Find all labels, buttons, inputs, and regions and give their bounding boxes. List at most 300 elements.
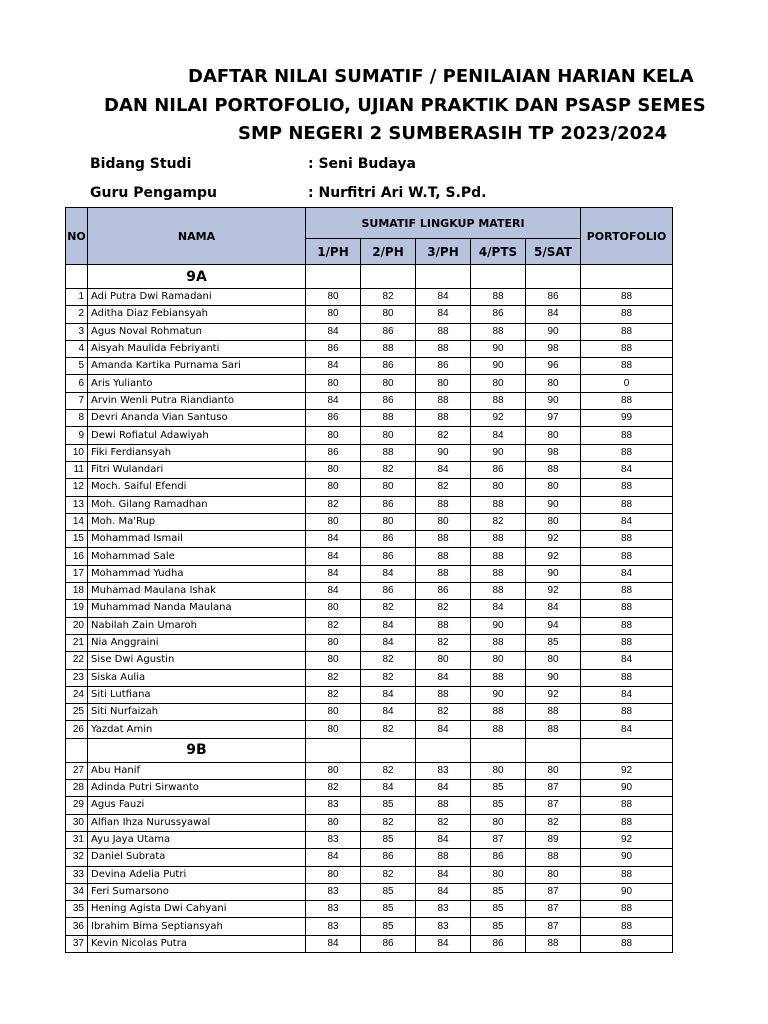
portfolio-cell: 88 bbox=[581, 548, 673, 565]
page-title-line-3: SMP NEGERI 2 SUMBERASIH TP 2023/2024 bbox=[238, 123, 668, 144]
score-cell: 82 bbox=[361, 721, 416, 738]
table-row bbox=[66, 375, 673, 392]
score-cell: 84 bbox=[416, 866, 471, 883]
portfolio-cell: 88 bbox=[581, 323, 673, 340]
table-row bbox=[66, 652, 673, 669]
table-row bbox=[66, 901, 673, 918]
teacher-value: : Nurfitri Ari W.T, S.Pd. bbox=[308, 185, 487, 201]
portfolio-cell: 84 bbox=[581, 461, 673, 478]
table-row bbox=[66, 762, 673, 779]
student-name: Moh. Ma'Rup bbox=[88, 513, 306, 530]
header-5-sat: 5/SAT bbox=[526, 239, 581, 265]
student-name: Dewi Rofiatul Adawiyah bbox=[88, 427, 306, 444]
portfolio-cell: 88 bbox=[581, 531, 673, 548]
table-row bbox=[66, 797, 673, 814]
row-number: 29 bbox=[66, 797, 88, 814]
header-portfolio: PORTOFOLIO bbox=[581, 208, 673, 265]
score-cell: 88 bbox=[471, 392, 526, 409]
score-cell: 80 bbox=[416, 513, 471, 530]
portfolio-cell: 88 bbox=[581, 617, 673, 634]
score-cell: 88 bbox=[416, 410, 471, 427]
table-row bbox=[66, 669, 673, 686]
student-name: Siska Aulia bbox=[88, 669, 306, 686]
score-cell: 85 bbox=[361, 883, 416, 900]
table-row bbox=[66, 583, 673, 600]
score-cell: 86 bbox=[361, 849, 416, 866]
score-cell: 80 bbox=[361, 479, 416, 496]
student-name: Siti Nurfaizah bbox=[88, 704, 306, 721]
score-cell: 84 bbox=[416, 461, 471, 478]
row-number: 36 bbox=[66, 918, 88, 935]
student-name: Nia Anggraini bbox=[88, 634, 306, 651]
score-cell: 88 bbox=[526, 704, 581, 721]
table-row bbox=[66, 814, 673, 831]
score-cell: 86 bbox=[471, 306, 526, 323]
score-cell: 88 bbox=[471, 634, 526, 651]
score-cell: 80 bbox=[306, 652, 361, 669]
student-name: Feri Sumarsono bbox=[88, 883, 306, 900]
student-name: Kevin Nicolas Putra bbox=[88, 935, 306, 952]
score-cell: 82 bbox=[416, 814, 471, 831]
score-cell: 83 bbox=[416, 918, 471, 935]
table-body bbox=[66, 265, 673, 953]
student-name: Muhammad Nanda Maulana bbox=[88, 600, 306, 617]
score-cell: 84 bbox=[526, 600, 581, 617]
score-cell: 92 bbox=[526, 548, 581, 565]
student-name: Fiki Ferdiansyah bbox=[88, 444, 306, 461]
table-row bbox=[66, 461, 673, 478]
score-cell: 88 bbox=[416, 849, 471, 866]
table-row bbox=[66, 849, 673, 866]
score-cell: 88 bbox=[471, 323, 526, 340]
score-cell: 80 bbox=[471, 814, 526, 831]
score-cell: 84 bbox=[361, 634, 416, 651]
score-cell: 88 bbox=[416, 686, 471, 703]
student-name: Moch. Saiful Efendi bbox=[88, 479, 306, 496]
score-cell: 82 bbox=[361, 669, 416, 686]
score-cell: 88 bbox=[416, 565, 471, 582]
portfolio-cell: 0 bbox=[581, 375, 673, 392]
portfolio-cell: 88 bbox=[581, 289, 673, 306]
class-section-row bbox=[66, 265, 673, 289]
score-cell: 84 bbox=[306, 583, 361, 600]
score-cell: 82 bbox=[361, 814, 416, 831]
score-cell: 86 bbox=[471, 935, 526, 952]
student-name: Muhamad Maulana Ishak bbox=[88, 583, 306, 600]
grades-table bbox=[65, 207, 673, 953]
score-cell: 88 bbox=[416, 797, 471, 814]
score-cell: 87 bbox=[526, 780, 581, 797]
student-name: Yazdat Amin bbox=[88, 721, 306, 738]
score-cell: 90 bbox=[471, 340, 526, 357]
score-cell: 80 bbox=[471, 866, 526, 883]
score-cell: 88 bbox=[526, 935, 581, 952]
student-name: Arvin Wenli Putra Riandianto bbox=[88, 392, 306, 409]
score-cell: 84 bbox=[361, 617, 416, 634]
student-name: Fitri Wulandari bbox=[88, 461, 306, 478]
score-cell: 80 bbox=[416, 375, 471, 392]
row-number: 4 bbox=[66, 340, 88, 357]
score-cell: 88 bbox=[361, 410, 416, 427]
section-empty-cell bbox=[66, 738, 88, 762]
row-number: 12 bbox=[66, 479, 88, 496]
student-name: Siti Lutfiana bbox=[88, 686, 306, 703]
score-cell: 82 bbox=[416, 479, 471, 496]
class-section-row bbox=[66, 738, 673, 762]
score-cell: 80 bbox=[306, 513, 361, 530]
class-section-label: 9B bbox=[88, 738, 306, 762]
score-cell: 80 bbox=[471, 652, 526, 669]
table-row bbox=[66, 634, 673, 651]
portfolio-cell: 92 bbox=[581, 831, 673, 848]
page-title-line-1: DAFTAR NILAI SUMATIF / PENILAIAN HARIAN KELA bbox=[188, 66, 694, 87]
section-empty-cell bbox=[581, 265, 673, 289]
row-number: 24 bbox=[66, 686, 88, 703]
student-name: Abu Hanif bbox=[88, 762, 306, 779]
score-cell: 80 bbox=[306, 704, 361, 721]
score-cell: 80 bbox=[306, 721, 361, 738]
table-row bbox=[66, 780, 673, 797]
student-name: Mohammad Yudha bbox=[88, 565, 306, 582]
score-cell: 84 bbox=[416, 721, 471, 738]
score-cell: 84 bbox=[471, 427, 526, 444]
score-cell: 82 bbox=[361, 762, 416, 779]
score-cell: 82 bbox=[416, 704, 471, 721]
score-cell: 84 bbox=[306, 358, 361, 375]
table-row bbox=[66, 531, 673, 548]
section-empty-cell bbox=[471, 265, 526, 289]
score-cell: 88 bbox=[471, 669, 526, 686]
portfolio-cell: 88 bbox=[581, 306, 673, 323]
portfolio-cell: 84 bbox=[581, 565, 673, 582]
score-cell: 84 bbox=[306, 935, 361, 952]
score-cell: 90 bbox=[471, 358, 526, 375]
score-cell: 87 bbox=[471, 831, 526, 848]
score-cell: 82 bbox=[306, 780, 361, 797]
score-cell: 80 bbox=[306, 306, 361, 323]
score-cell: 84 bbox=[416, 883, 471, 900]
score-cell: 84 bbox=[361, 565, 416, 582]
score-cell: 84 bbox=[306, 548, 361, 565]
score-cell: 80 bbox=[361, 513, 416, 530]
score-cell: 82 bbox=[306, 496, 361, 513]
score-cell: 80 bbox=[306, 762, 361, 779]
row-number: 25 bbox=[66, 704, 88, 721]
student-name: Ayu Jaya Utama bbox=[88, 831, 306, 848]
table-row bbox=[66, 565, 673, 582]
portfolio-cell: 88 bbox=[581, 479, 673, 496]
score-cell: 86 bbox=[361, 583, 416, 600]
score-cell: 98 bbox=[526, 444, 581, 461]
portfolio-cell: 88 bbox=[581, 901, 673, 918]
score-cell: 84 bbox=[306, 849, 361, 866]
header-name: NAMA bbox=[88, 208, 306, 265]
score-cell: 88 bbox=[416, 617, 471, 634]
score-cell: 85 bbox=[361, 831, 416, 848]
score-cell: 86 bbox=[416, 583, 471, 600]
score-cell: 82 bbox=[416, 427, 471, 444]
student-name: Moh. Gilang Ramadhan bbox=[88, 496, 306, 513]
score-cell: 85 bbox=[526, 634, 581, 651]
score-cell: 87 bbox=[526, 883, 581, 900]
score-cell: 92 bbox=[526, 531, 581, 548]
table-row bbox=[66, 496, 673, 513]
portfolio-cell: 84 bbox=[581, 513, 673, 530]
row-number: 3 bbox=[66, 323, 88, 340]
score-cell: 80 bbox=[361, 427, 416, 444]
row-number: 19 bbox=[66, 600, 88, 617]
row-number: 13 bbox=[66, 496, 88, 513]
student-name: Hening Agista Dwi Cahyani bbox=[88, 901, 306, 918]
score-cell: 84 bbox=[471, 600, 526, 617]
student-name: Agus Fauzi bbox=[88, 797, 306, 814]
score-cell: 86 bbox=[361, 323, 416, 340]
score-cell: 84 bbox=[306, 323, 361, 340]
section-empty-cell bbox=[361, 265, 416, 289]
student-name: Mohammad Ismail bbox=[88, 531, 306, 548]
portfolio-cell: 84 bbox=[581, 721, 673, 738]
portfolio-cell: 88 bbox=[581, 340, 673, 357]
score-cell: 90 bbox=[471, 444, 526, 461]
student-name: Sise Dwi Agustin bbox=[88, 652, 306, 669]
score-cell: 80 bbox=[526, 427, 581, 444]
portfolio-cell: 88 bbox=[581, 496, 673, 513]
row-number: 22 bbox=[66, 652, 88, 669]
table-row bbox=[66, 866, 673, 883]
table-row bbox=[66, 883, 673, 900]
score-cell: 84 bbox=[306, 392, 361, 409]
score-cell: 83 bbox=[306, 901, 361, 918]
row-number: 16 bbox=[66, 548, 88, 565]
row-number: 31 bbox=[66, 831, 88, 848]
score-cell: 86 bbox=[471, 461, 526, 478]
score-cell: 80 bbox=[416, 652, 471, 669]
score-cell: 84 bbox=[361, 704, 416, 721]
portfolio-cell: 88 bbox=[581, 427, 673, 444]
score-cell: 84 bbox=[416, 669, 471, 686]
student-name: Alfian Ihza Nurussyawal bbox=[88, 814, 306, 831]
header-row-top bbox=[66, 208, 673, 239]
section-empty-cell bbox=[526, 738, 581, 762]
score-cell: 92 bbox=[526, 583, 581, 600]
row-number: 11 bbox=[66, 461, 88, 478]
score-cell: 88 bbox=[471, 565, 526, 582]
row-number: 15 bbox=[66, 531, 88, 548]
table-row bbox=[66, 548, 673, 565]
score-cell: 98 bbox=[526, 340, 581, 357]
row-number: 23 bbox=[66, 669, 88, 686]
student-name: Aris Yulianto bbox=[88, 375, 306, 392]
score-cell: 80 bbox=[306, 427, 361, 444]
table-row bbox=[66, 831, 673, 848]
score-cell: 88 bbox=[471, 548, 526, 565]
score-cell: 80 bbox=[361, 306, 416, 323]
student-name: Daniel Subrata bbox=[88, 849, 306, 866]
student-name: Aisyah Maulida Febriyanti bbox=[88, 340, 306, 357]
student-name: Aditha Diaz Febiansyah bbox=[88, 306, 306, 323]
score-cell: 87 bbox=[526, 797, 581, 814]
table-row bbox=[66, 306, 673, 323]
score-cell: 80 bbox=[306, 634, 361, 651]
portfolio-cell: 90 bbox=[581, 780, 673, 797]
table-row bbox=[66, 721, 673, 738]
score-cell: 86 bbox=[526, 289, 581, 306]
portfolio-cell: 88 bbox=[581, 704, 673, 721]
portfolio-cell: 88 bbox=[581, 918, 673, 935]
row-number: 14 bbox=[66, 513, 88, 530]
score-cell: 80 bbox=[306, 600, 361, 617]
portfolio-cell: 84 bbox=[581, 652, 673, 669]
score-cell: 96 bbox=[526, 358, 581, 375]
score-cell: 88 bbox=[416, 496, 471, 513]
score-cell: 86 bbox=[361, 496, 416, 513]
score-cell: 80 bbox=[526, 513, 581, 530]
portfolio-cell: 90 bbox=[581, 883, 673, 900]
score-cell: 84 bbox=[526, 306, 581, 323]
portfolio-cell: 88 bbox=[581, 669, 673, 686]
score-cell: 82 bbox=[306, 686, 361, 703]
score-cell: 86 bbox=[306, 444, 361, 461]
score-cell: 88 bbox=[526, 849, 581, 866]
score-cell: 85 bbox=[471, 883, 526, 900]
score-cell: 80 bbox=[526, 866, 581, 883]
table-row bbox=[66, 323, 673, 340]
score-cell: 82 bbox=[361, 652, 416, 669]
score-cell: 80 bbox=[471, 762, 526, 779]
score-cell: 83 bbox=[306, 797, 361, 814]
portfolio-cell: 88 bbox=[581, 797, 673, 814]
score-cell: 83 bbox=[416, 762, 471, 779]
score-cell: 82 bbox=[306, 669, 361, 686]
table-row bbox=[66, 918, 673, 935]
table-row bbox=[66, 427, 673, 444]
table-row bbox=[66, 513, 673, 530]
row-number: 17 bbox=[66, 565, 88, 582]
page-title-line-2: DAN NILAI PORTOFOLIO, UJIAN PRAKTIK DAN PSASP SEMES bbox=[104, 95, 706, 116]
row-number: 35 bbox=[66, 901, 88, 918]
portfolio-cell: 88 bbox=[581, 600, 673, 617]
score-cell: 88 bbox=[361, 444, 416, 461]
student-name: Mohammad Sale bbox=[88, 548, 306, 565]
row-number: 37 bbox=[66, 935, 88, 952]
score-cell: 82 bbox=[416, 634, 471, 651]
score-cell: 84 bbox=[416, 306, 471, 323]
score-cell: 85 bbox=[361, 901, 416, 918]
header-no: NO bbox=[66, 208, 88, 265]
row-number: 9 bbox=[66, 427, 88, 444]
header-summative-group: SUMATIF LINGKUP MATERI bbox=[306, 208, 581, 239]
score-cell: 83 bbox=[416, 901, 471, 918]
score-cell: 86 bbox=[416, 358, 471, 375]
score-cell: 84 bbox=[361, 686, 416, 703]
row-number: 20 bbox=[66, 617, 88, 634]
section-empty-cell bbox=[306, 738, 361, 762]
row-number: 6 bbox=[66, 375, 88, 392]
table-row bbox=[66, 289, 673, 306]
row-number: 26 bbox=[66, 721, 88, 738]
section-empty-cell bbox=[471, 738, 526, 762]
score-cell: 80 bbox=[306, 461, 361, 478]
score-cell: 80 bbox=[306, 289, 361, 306]
portfolio-cell: 88 bbox=[581, 358, 673, 375]
table-row bbox=[66, 410, 673, 427]
row-number: 18 bbox=[66, 583, 88, 600]
portfolio-cell: 99 bbox=[581, 410, 673, 427]
score-cell: 80 bbox=[306, 479, 361, 496]
score-cell: 86 bbox=[361, 392, 416, 409]
teacher-label: Guru Pengampu bbox=[90, 185, 217, 201]
score-cell: 88 bbox=[471, 704, 526, 721]
score-cell: 82 bbox=[361, 461, 416, 478]
portfolio-cell: 88 bbox=[581, 634, 673, 651]
score-cell: 86 bbox=[361, 935, 416, 952]
class-section-label: 9A bbox=[88, 265, 306, 289]
student-name: Agus Noval Rohmatun bbox=[88, 323, 306, 340]
portfolio-cell: 88 bbox=[581, 814, 673, 831]
portfolio-cell: 92 bbox=[581, 762, 673, 779]
score-cell: 89 bbox=[526, 831, 581, 848]
score-cell: 97 bbox=[526, 410, 581, 427]
score-cell: 88 bbox=[416, 392, 471, 409]
score-cell: 82 bbox=[471, 513, 526, 530]
score-cell: 85 bbox=[471, 901, 526, 918]
score-cell: 80 bbox=[306, 814, 361, 831]
row-number: 5 bbox=[66, 358, 88, 375]
score-cell: 83 bbox=[306, 831, 361, 848]
row-number: 10 bbox=[66, 444, 88, 461]
score-cell: 82 bbox=[416, 600, 471, 617]
student-name: Ibrahim Bima Septiansyah bbox=[88, 918, 306, 935]
score-cell: 80 bbox=[471, 479, 526, 496]
student-name: Nabilah Zain Umaroh bbox=[88, 617, 306, 634]
score-cell: 87 bbox=[526, 901, 581, 918]
score-cell: 82 bbox=[306, 617, 361, 634]
score-cell: 80 bbox=[471, 375, 526, 392]
score-cell: 85 bbox=[471, 797, 526, 814]
portfolio-cell: 88 bbox=[581, 392, 673, 409]
header-3-ph: 3/PH bbox=[416, 239, 471, 265]
score-cell: 84 bbox=[306, 531, 361, 548]
row-number: 1 bbox=[66, 289, 88, 306]
row-number: 28 bbox=[66, 780, 88, 797]
section-empty-cell bbox=[306, 265, 361, 289]
table-row bbox=[66, 935, 673, 952]
score-cell: 88 bbox=[471, 721, 526, 738]
score-cell: 88 bbox=[471, 531, 526, 548]
table-row bbox=[66, 600, 673, 617]
header-2-ph: 2/PH bbox=[361, 239, 416, 265]
row-number: 30 bbox=[66, 814, 88, 831]
score-cell: 84 bbox=[306, 565, 361, 582]
score-cell: 87 bbox=[526, 918, 581, 935]
row-number: 33 bbox=[66, 866, 88, 883]
score-cell: 90 bbox=[526, 323, 581, 340]
score-cell: 84 bbox=[416, 289, 471, 306]
score-cell: 85 bbox=[471, 918, 526, 935]
score-cell: 80 bbox=[526, 375, 581, 392]
row-number: 8 bbox=[66, 410, 88, 427]
score-cell: 85 bbox=[471, 780, 526, 797]
portfolio-cell: 88 bbox=[581, 583, 673, 600]
section-empty-cell bbox=[416, 265, 471, 289]
row-number: 21 bbox=[66, 634, 88, 651]
score-cell: 88 bbox=[361, 340, 416, 357]
score-cell: 86 bbox=[361, 531, 416, 548]
row-number: 2 bbox=[66, 306, 88, 323]
section-empty-cell bbox=[361, 738, 416, 762]
score-cell: 86 bbox=[306, 340, 361, 357]
score-cell: 84 bbox=[416, 780, 471, 797]
